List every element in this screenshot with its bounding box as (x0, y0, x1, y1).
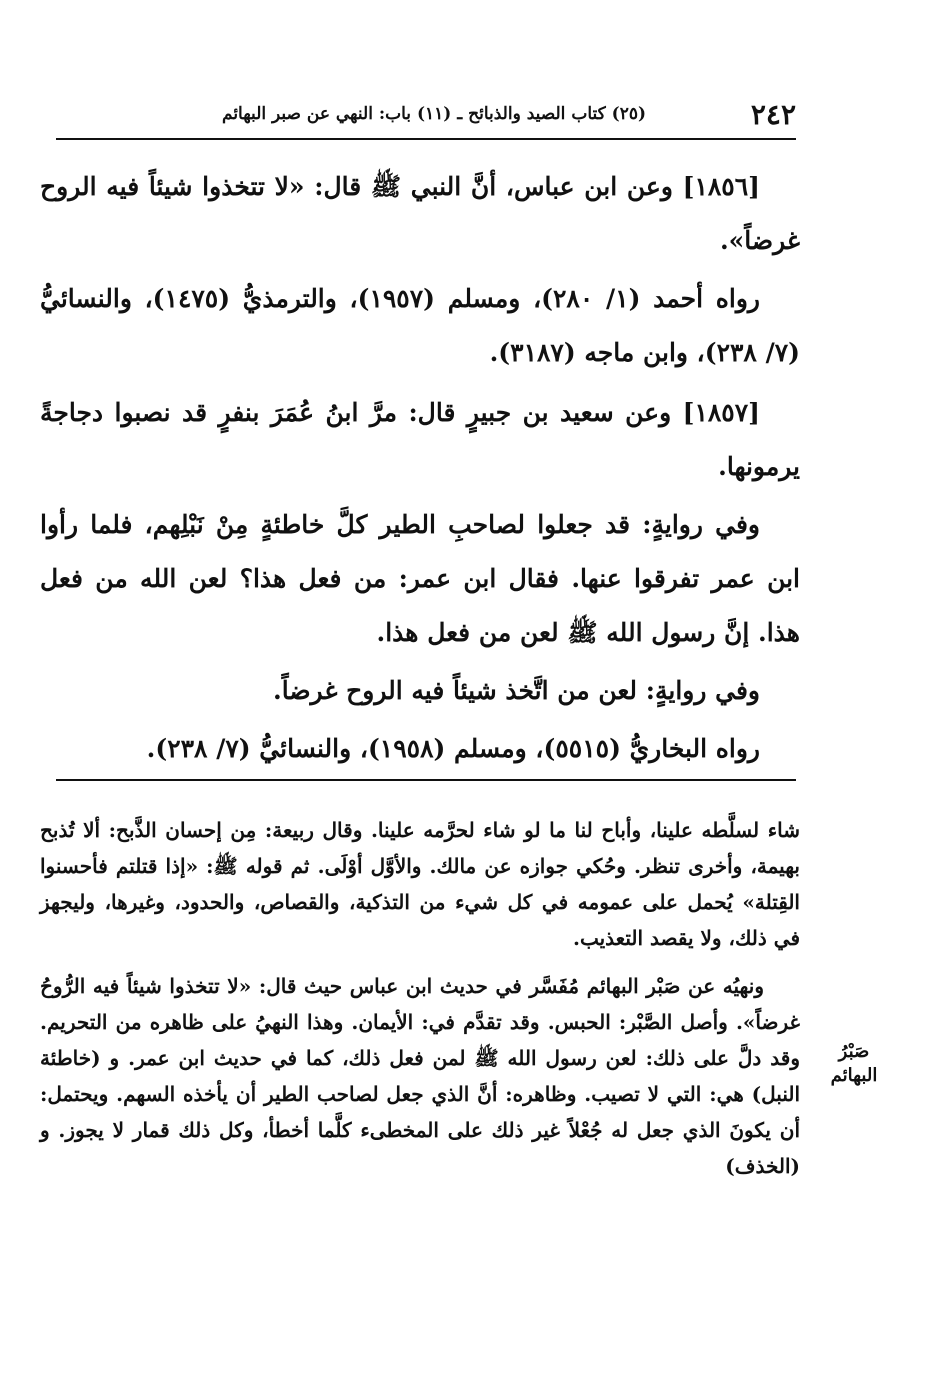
commentary-para-2: ونهيُه عن صَبْر البهائم مُفَسَّر في حديث ابن عباس حيث قال: «لا تتخذوا شيئاً فيه الرُّوحُ غرضاً». وأصل الصَّبْر: الحبس. وقد تقدَّم في: الأيمان. وهذا النهيُ على ظاهره من التحريم. وقد دلَّ على ذلك: لعن رسول الله ﷺ لمن فعل ذلك، كما في حديث ابن عمر. و (خاطئة النبل) هي: التي لا تصيب. وظاهره: أنَّ الذي جعل لصاحب الطير أن يأخذه السهم. ويحتمل: أن يكونَ الذي جعل له جُعْلاً غير ذلك على المخطىء كلَّما أخطأ، وكل ذلك قمار لا يجوز. و (الخذف) (40, 974, 800, 1178)
commentary (40, 812, 800, 1196)
running-title: (٢٥) كتاب الصيد والذبائح ـ (١١) باب: النهي عن صبر البهائم (222, 104, 646, 124)
header-rule (56, 138, 796, 140)
source-1857: رواه البخاريُّ (٥٥١٥)، ومسلم (١٩٥٨)، والنسائيُّ (٧/ ٢٣٨). (146, 734, 760, 763)
margin-note-line-2: البهائم (830, 1065, 878, 1086)
margin-note (816, 1040, 892, 1088)
page-number: ٢٤٢ (750, 98, 796, 131)
hadith-text (40, 160, 800, 782)
riwaya-1: وفي روايةٍ: قد جعلوا لصاحبِ الطير كلَّ خاطئةٍ مِنْ نَبْلِهم، فلما رأوا ابن عمر تفرقوا عنها. فقال ابن عمر: من فعل هذا؟ لعن الله من فعل هذا. إنَّ رسول الله ﷺ لعن من فعل هذا. (40, 510, 800, 647)
source-1856: رواه أحمد (١/ ٢٨٠)، ومسلم (١٩٥٧)، والترمذيُّ (١٤٧٥)، والنسائيُّ (٧/ ٢٣٨)، وابن ماجه (٣١٨٧). (40, 284, 800, 367)
hadith-1856: [١٨٥٦] وعن ابن عباس، أنَّ النبي ﷺ قال: «لا تتخذوا شيئاً فيه الروح غرضاً». (40, 172, 800, 255)
page-header (56, 96, 796, 136)
commentary-para-1: شاء لسلَّطه علينا، وأباح لنا ما لو شاء لحرَّمه علينا. وقال ربيعة: مِن إحسان الذَّبح: ألا تُذبح بهيمة، وأخرى تنظر. وحُكي جوازه عن مالك. والأوَّل أوْلَى. ثم قوله ﷺ: «إذا قتلتم فأحسنوا القِتلة» يُحمل على عمومه في كل شيء من التذكية، والقصاص، والحدود، وغيرها، وليجهز في ذلك، ولا يقصد التعذيب. (40, 818, 800, 950)
commentary-divider (56, 779, 796, 781)
riwaya-2: وفي روايةٍ: لعن من اتَّخذ شيئاً فيه الروح غرضاً. (273, 676, 760, 705)
hadith-1857: [١٨٥٧] وعن سعيد بن جبيرٍ قال: مرَّ ابنُ عُمَرَ بنفرٍ قد نصبوا دجاجةً يرمونها. (40, 398, 800, 481)
margin-note-line-1: صَبْرُ (838, 1041, 870, 1062)
